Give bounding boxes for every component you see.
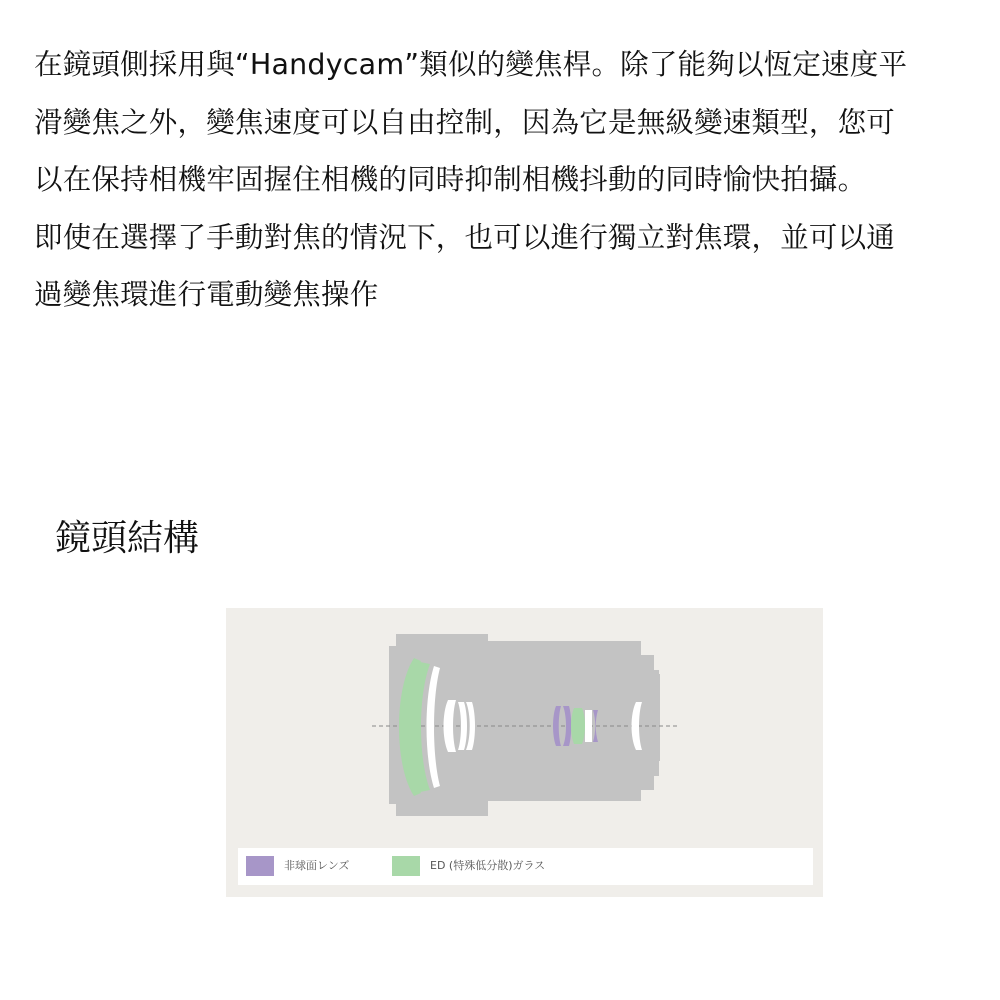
paragraph-line: 即使在選擇了手動對焦的情況下，也可以進行獨立對焦環，並可以通 bbox=[34, 220, 896, 254]
paragraph-line: 過變焦環進行電動變焦操作 bbox=[34, 278, 379, 311]
aspheric-legend-label: 非球面レンズ bbox=[284, 859, 350, 872]
paragraph-line: 以在保持相機牢固握住相機的同時抑制相機抖動的同時愉快拍攝。 bbox=[34, 163, 867, 196]
paragraph-line: 滑變焦之外，變焦速度可以自由控制，因為它是無級變速類型，您可 bbox=[34, 105, 896, 139]
mid-ed-element bbox=[571, 708, 585, 744]
section-title: 鏡頭結構 bbox=[55, 518, 200, 559]
lens-construction-diagram bbox=[226, 608, 823, 897]
ed-glass-legend-label: ED (特殊低分散)ガラス bbox=[430, 859, 546, 872]
ed-glass-swatch bbox=[392, 856, 420, 876]
mid-element-white bbox=[585, 710, 592, 742]
paragraph-line: 在鏡頭側採用與“Handycam”類似的變焦桿。除了能夠以恆定速度平 bbox=[34, 48, 908, 81]
diagram-legend bbox=[238, 848, 813, 885]
aspheric-swatch bbox=[246, 856, 274, 876]
description-paragraph bbox=[34, 36, 974, 324]
